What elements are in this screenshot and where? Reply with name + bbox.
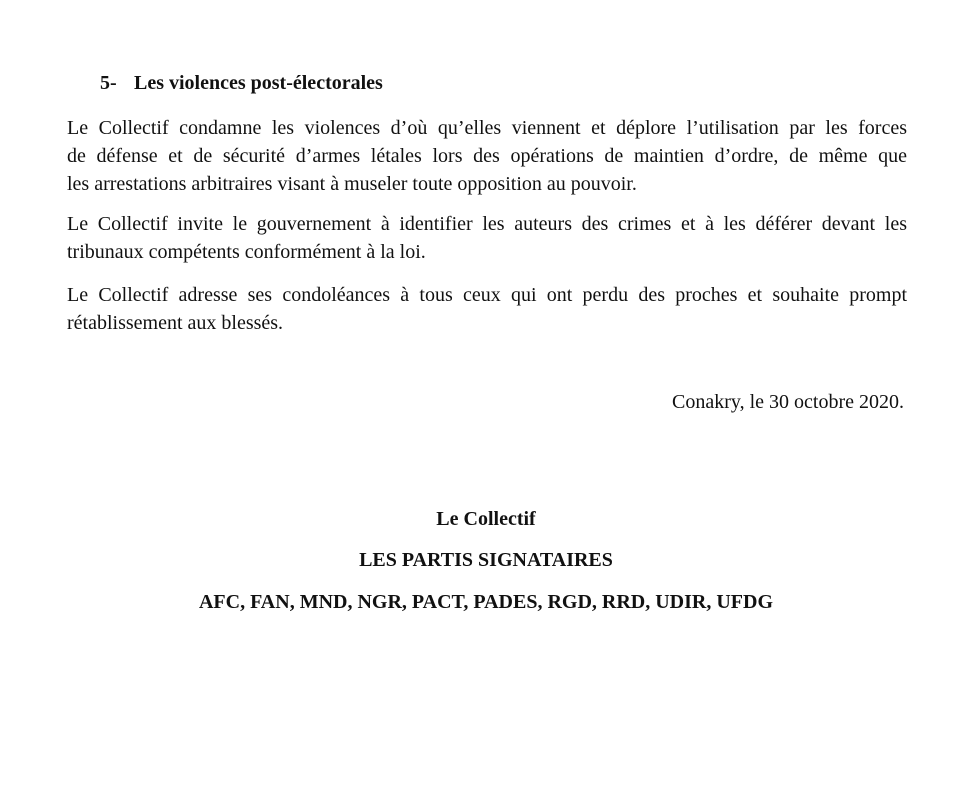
paragraph-condemnation	[67, 114, 907, 198]
paragraph-line: Le Collectif condamne les violences d’où qu’elles viennent et déplore l’utilisation par les forces	[67, 117, 907, 139]
paragraph-line: Le Collectif adresse ses condoléances à tous ceux qui ont perdu des proches et souhaite prompt	[67, 284, 907, 306]
dateline: Conakry, le 30 octobre 2020.	[672, 391, 904, 413]
paragraph-invitation	[67, 210, 907, 266]
signature-collective: Le Collectif	[436, 508, 536, 530]
paragraph-condolences	[67, 281, 907, 337]
section-number: 5-	[100, 72, 117, 94]
paragraph-line: de défense et de sécurité d’armes létales lors des opérations de maintien d’ordre, de même que	[67, 145, 907, 167]
paragraph-line: Le Collectif invite le gouvernement à identifier les auteurs des crimes et à les déférer devant les	[67, 213, 907, 235]
paragraph-line: rétablissement aux blessés.	[67, 312, 284, 334]
signature-parties-list: AFC, FAN, MND, NGR, PACT, PADES, RGD, RRD, UDIR, UFDG	[198, 591, 774, 613]
section-title: Les violences post-électorales	[134, 72, 383, 94]
signature-parties-heading: LES PARTIS SIGNATAIRES	[359, 549, 613, 571]
paragraph-line: les arrestations arbitraires visant à museler toute opposition au pouvoir.	[67, 173, 637, 195]
section-heading	[100, 72, 383, 95]
paragraph-line: tribunaux compétents conformément à la loi.	[67, 241, 426, 263]
